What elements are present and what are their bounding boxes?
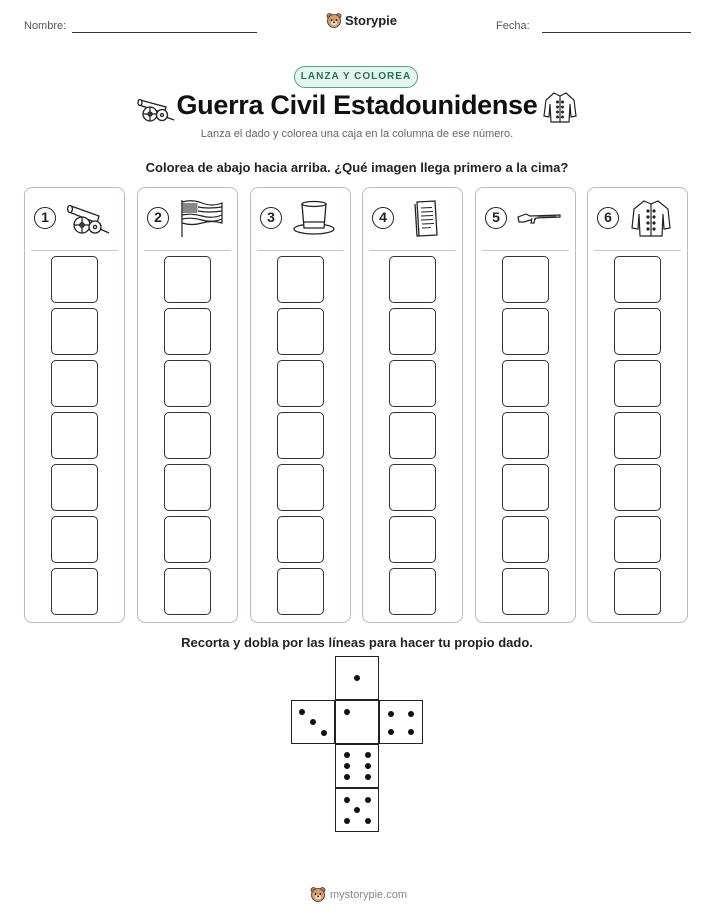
color-box[interactable] xyxy=(502,516,549,563)
color-box[interactable] xyxy=(164,256,211,303)
color-box[interactable] xyxy=(51,256,98,303)
color-box[interactable] xyxy=(502,256,549,303)
color-box[interactable] xyxy=(614,516,661,563)
column-4 xyxy=(362,187,463,623)
date-label: Fecha: xyxy=(496,20,530,32)
column-number: 3 xyxy=(260,207,282,229)
color-box[interactable] xyxy=(51,464,98,511)
column-divider xyxy=(31,250,118,251)
cannon-icon xyxy=(65,198,111,238)
color-box[interactable] xyxy=(277,464,324,511)
pip xyxy=(344,797,350,803)
color-box[interactable] xyxy=(51,360,98,407)
color-box[interactable] xyxy=(389,360,436,407)
pip xyxy=(408,711,414,717)
color-box[interactable] xyxy=(164,516,211,563)
name-line[interactable] xyxy=(72,32,257,33)
pip xyxy=(321,730,327,736)
color-box[interactable] xyxy=(277,412,324,459)
pip xyxy=(365,818,371,824)
color-box[interactable] xyxy=(389,464,436,511)
color-box[interactable] xyxy=(389,516,436,563)
color-box[interactable] xyxy=(614,308,661,355)
column-6 xyxy=(587,187,688,623)
column-number: 6 xyxy=(597,207,619,229)
color-box[interactable] xyxy=(277,308,324,355)
die-face-1 xyxy=(335,656,379,700)
top-hat-icon xyxy=(291,198,337,238)
pip xyxy=(344,752,350,758)
column-divider xyxy=(144,250,231,251)
color-box[interactable] xyxy=(164,360,211,407)
pip xyxy=(365,763,371,769)
rifle-icon xyxy=(516,198,562,238)
pip xyxy=(408,729,414,735)
color-box[interactable] xyxy=(614,568,661,615)
coat-icon xyxy=(628,198,674,238)
date-line[interactable] xyxy=(542,32,691,33)
column-2 xyxy=(137,187,238,623)
document-icon xyxy=(403,198,449,238)
pip xyxy=(365,774,371,780)
column-number: 2 xyxy=(147,207,169,229)
color-box[interactable] xyxy=(277,568,324,615)
activity-badge: LANZA Y COLOREA xyxy=(294,66,418,88)
color-box[interactable] xyxy=(389,412,436,459)
brand-name: Storypie xyxy=(345,13,398,28)
column-3 xyxy=(250,187,351,623)
pip xyxy=(344,818,350,824)
color-box[interactable] xyxy=(164,412,211,459)
pip xyxy=(354,807,360,813)
pip xyxy=(388,711,394,717)
color-box[interactable] xyxy=(502,568,549,615)
brand-logo xyxy=(326,12,397,29)
column-number: 1 xyxy=(34,207,56,229)
die-face-3 xyxy=(291,700,335,744)
color-box[interactable] xyxy=(51,308,98,355)
color-box[interactable] xyxy=(277,256,324,303)
flag-icon xyxy=(178,198,224,238)
pip xyxy=(344,774,350,780)
color-box[interactable] xyxy=(389,256,436,303)
pip xyxy=(310,719,316,725)
color-box[interactable] xyxy=(164,568,211,615)
bear-logo-icon xyxy=(310,886,326,903)
die-face-1 xyxy=(335,700,379,744)
die-face-4 xyxy=(379,700,423,744)
color-box[interactable] xyxy=(502,412,549,459)
pip xyxy=(344,709,350,715)
pip xyxy=(365,752,371,758)
pip xyxy=(354,675,360,681)
color-box[interactable] xyxy=(502,464,549,511)
color-box[interactable] xyxy=(614,412,661,459)
column-5 xyxy=(475,187,576,623)
pip xyxy=(388,729,394,735)
column-number: 4 xyxy=(372,207,394,229)
column-number: 5 xyxy=(485,207,507,229)
color-box[interactable] xyxy=(277,360,324,407)
color-box[interactable] xyxy=(51,568,98,615)
color-box[interactable] xyxy=(389,568,436,615)
pip xyxy=(365,797,371,803)
color-box[interactable] xyxy=(164,308,211,355)
name-label: Nombre: xyxy=(24,20,67,32)
color-box[interactable] xyxy=(502,308,549,355)
title-coat-icon xyxy=(543,90,577,124)
pip xyxy=(344,763,350,769)
die-face-5 xyxy=(335,788,379,832)
color-box[interactable] xyxy=(277,516,324,563)
color-box[interactable] xyxy=(614,256,661,303)
column-divider xyxy=(482,250,569,251)
color-box[interactable] xyxy=(51,412,98,459)
column-1 xyxy=(24,187,125,623)
subtitle: Lanza el dado y colorea una caja en la columna de ese número. xyxy=(200,128,514,140)
column-divider xyxy=(369,250,456,251)
footer xyxy=(310,886,407,903)
column-divider xyxy=(257,250,344,251)
column-divider xyxy=(594,250,681,251)
footer-url[interactable]: mystorypie.com xyxy=(330,888,408,901)
color-box[interactable] xyxy=(389,308,436,355)
page-title: Guerra Civil Estadounidense xyxy=(176,90,538,120)
color-box[interactable] xyxy=(502,360,549,407)
die-face-6 xyxy=(335,744,379,788)
color-box[interactable] xyxy=(164,464,211,511)
color-instruction: Colorea de abajo hacia arriba. ¿Qué imagen llega primero a la cima? xyxy=(145,160,569,175)
color-box[interactable] xyxy=(51,516,98,563)
color-box[interactable] xyxy=(614,360,661,407)
bear-logo-icon xyxy=(326,12,342,29)
die-instruction: Recorta y dobla por las líneas para hacer tu propio dado. xyxy=(181,635,533,650)
pip xyxy=(299,709,305,715)
color-box[interactable] xyxy=(614,464,661,511)
